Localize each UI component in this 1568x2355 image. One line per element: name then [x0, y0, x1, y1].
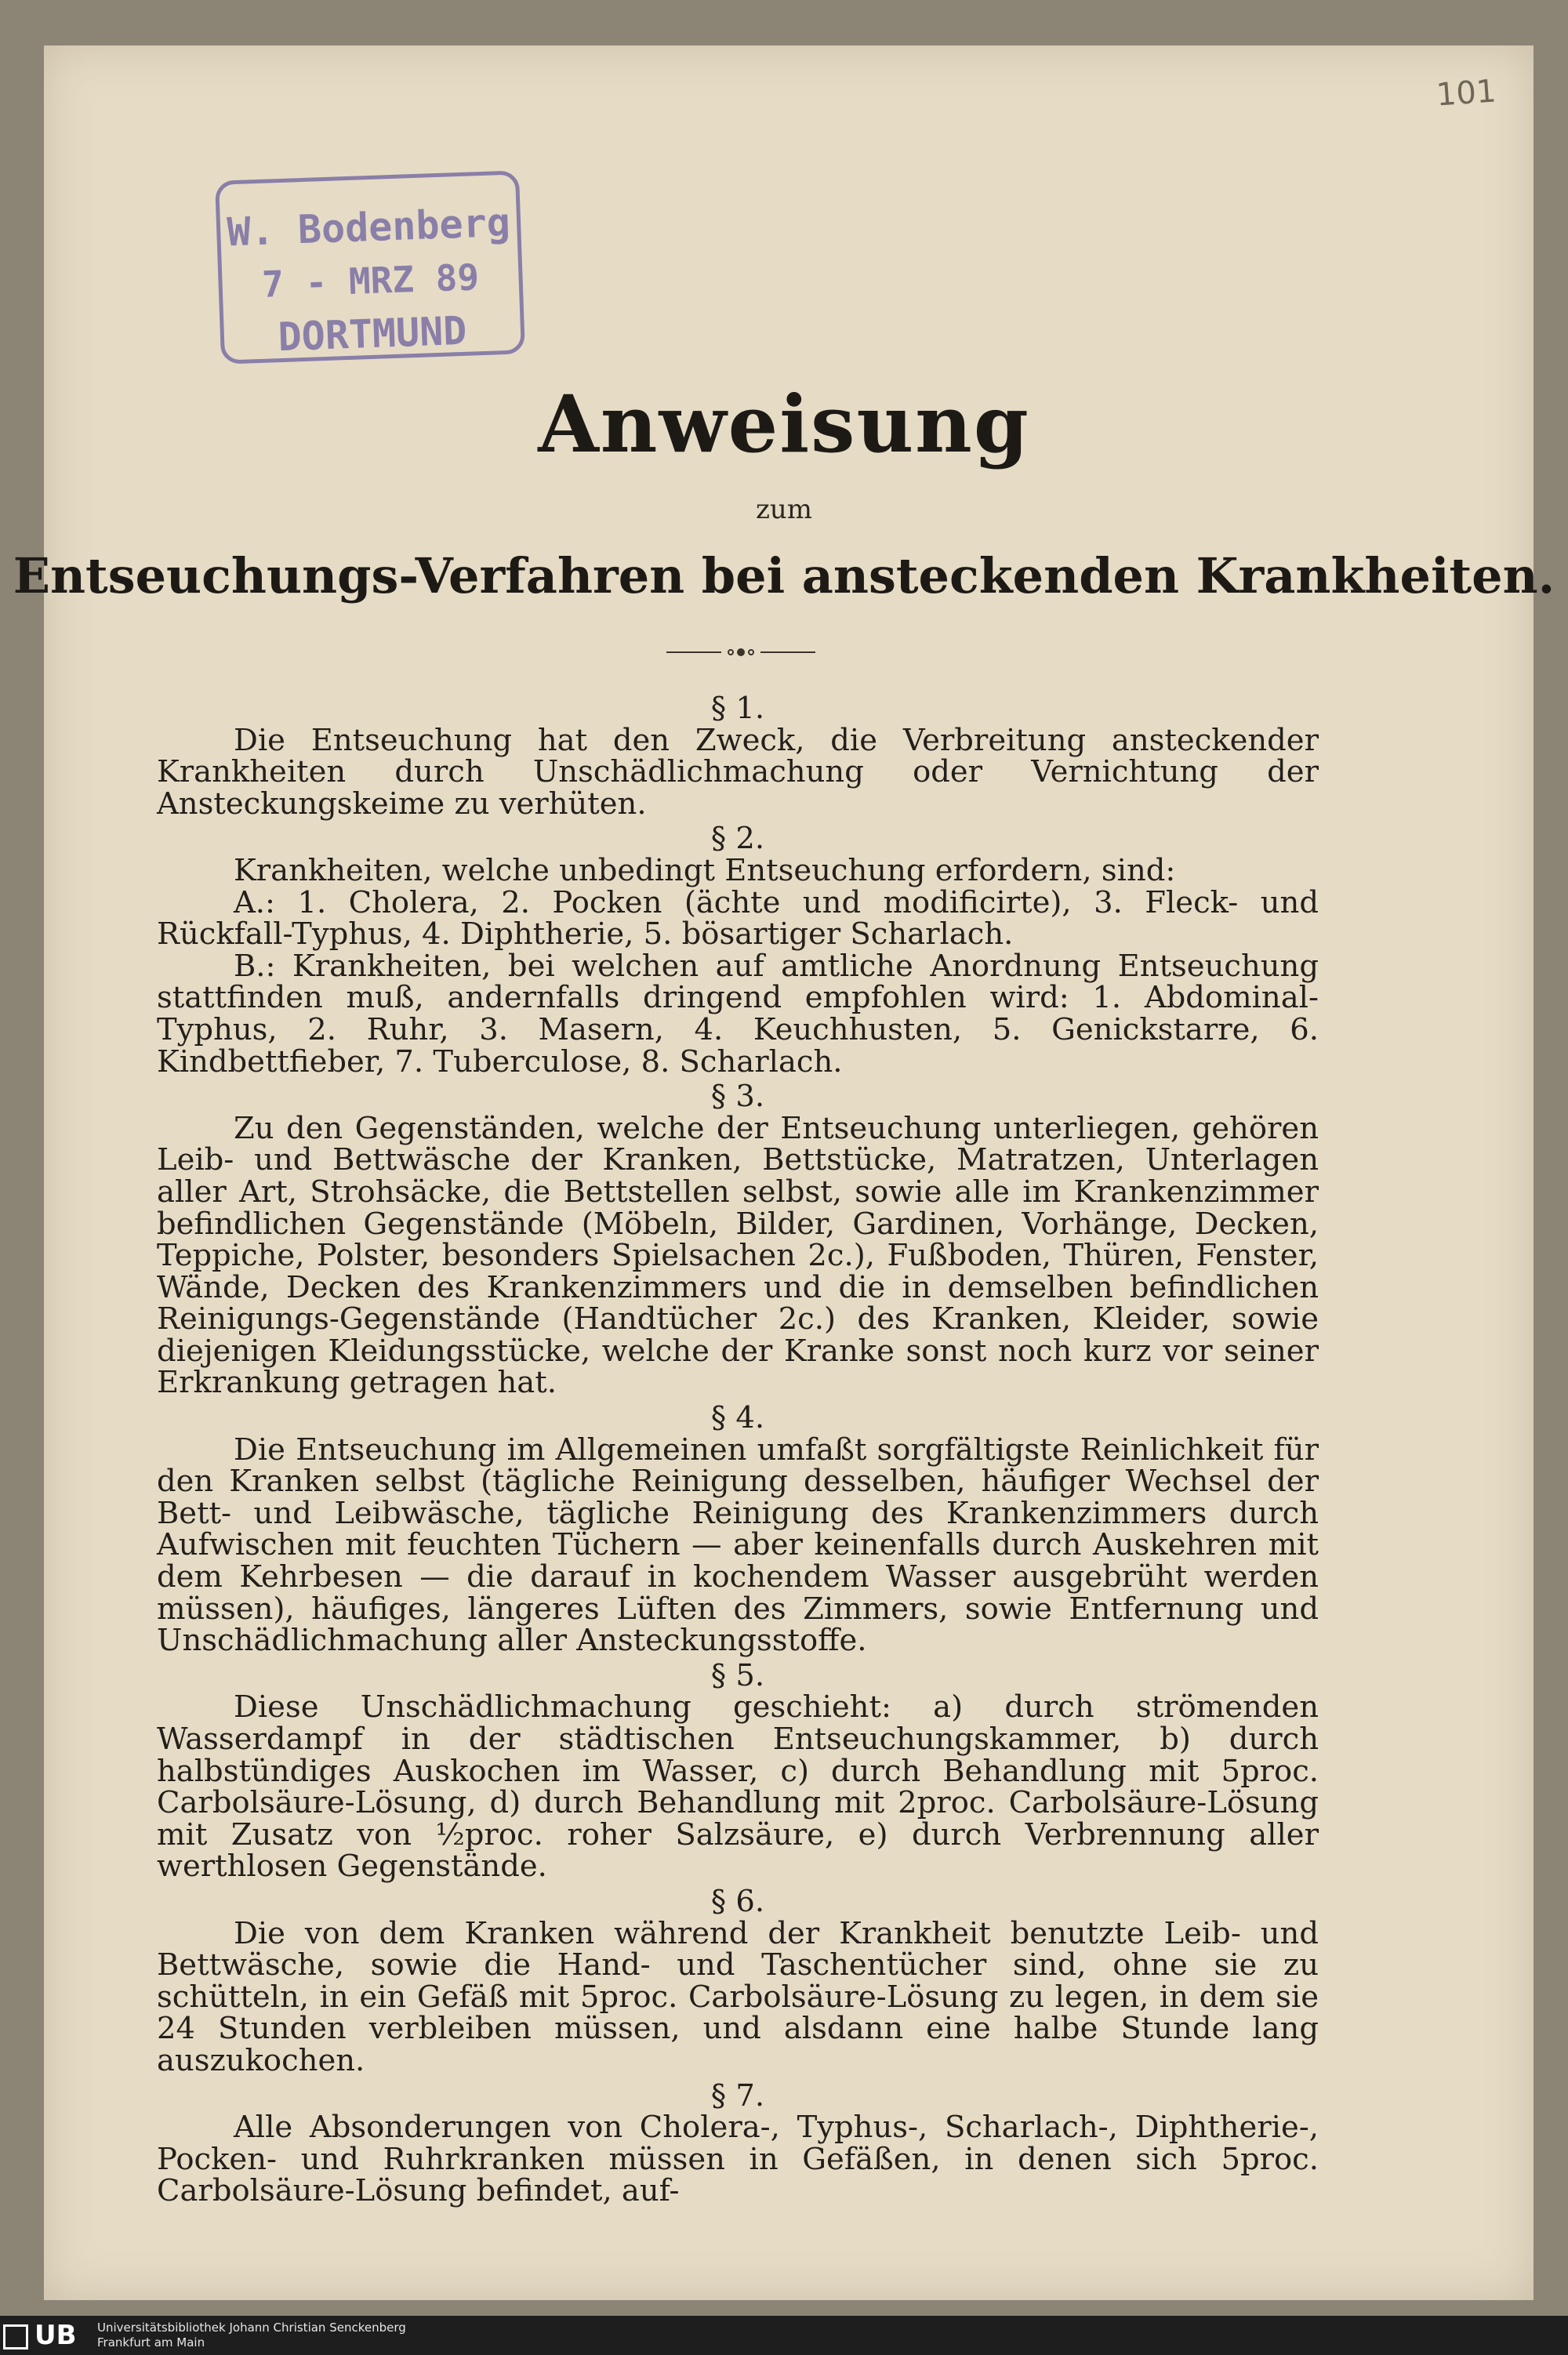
folio-number: 101: [1435, 73, 1497, 114]
paragraph: Die von dem Kranken während der Krankheit benutzte Leib- und Bettwäsche, sowie die Hand- und Taschentücher sind, ohne sie zu schütteln, in ein Gefäß mit 5proc. Carbolsäure-Lösung zu legen, in dem sie 24 Stunden verbleiben müssen, und alsdann eine halbe Stunde lang auszukochen.: [157, 1915, 1319, 2078]
section-heading: § 1.: [710, 691, 765, 726]
paragraph: Krankheiten, welche unbedingt Entseuchung erfordern, sind:: [234, 852, 1176, 888]
footer-credit: [97, 2321, 406, 2350]
section-heading: § 6.: [710, 1883, 765, 1919]
stamp-owner: W. Bodenberg: [226, 199, 511, 256]
document-subtitle: Entseuchungs-Verfahren bei ansteckenden Krankheiten.: [13, 547, 1555, 604]
paragraph: Die Entseuchung im Allgemeinen umfaßt sorgfältigste Reinlichkeit für den Kranken selbst (tägliche Reinigung desselben, häufiger Wechsel der Bett- und Leibwäsche, tägliche Reinigung des Krankenzimmers durch Aufwischen mit feuchten Tüchern — aber keinenfalls durch Auskehren mit dem Kehrbesen — die darauf in kochendem Wasser ausgebrüht werden müssen), häufiges, längeres Lüften des Zimmers, sowie Entfernung und Unschädlichmachung aller Ansteckungsstoffe.: [157, 1432, 1319, 1659]
logo-text: UB: [34, 2320, 77, 2351]
library-stamp: [215, 170, 525, 364]
section-heading: § 2.: [710, 821, 765, 857]
paragraph: Diese Unschädlichmachung geschieht: a) durch strömenden Wasserdampf in der städtischen Entseuchungskammer, b) durch halbstündiges Auskochen im Wasser, c) durch Behandlung mit 5proc. Carbolsäure-Lösung, d) durch Behandlung mit 2proc. Carbolsäure-Lösung mit Zusatz von ½proc. roher Salzsäure, e) durch Verbrennung aller werthlosen Gegenstände.: [157, 1689, 1319, 1885]
footer-bar: [0, 2316, 1568, 2355]
stamp-date: 7 - MRZ 89: [261, 256, 480, 306]
footer-line-1: Universitätsbibliothek Johann Christian Senckenberg: [97, 2321, 406, 2335]
paragraph: A.: 1. Cholera, 2. Pocken (ächte und modificirte), 3. Fleck- und Rückfall-Typhus, 4. Diphtherie, 5. bösartiger Scharlach.: [157, 884, 1319, 953]
document-title: Anweisung: [538, 378, 1030, 470]
logo-square-icon: [3, 2324, 28, 2350]
paragraph: Alle Absonderungen von Cholera-, Typhus-, Scharlach-, Diphtherie-, Pocken- und Ruhrkranken müssen in Gefäßen, in denen sich 5proc. Carbolsäure-Lösung befindet, auf-: [157, 2110, 1319, 2209]
paragraph: Die Entseuchung hat den Zweck, die Verbreitung ansteckender Krankheiten durch Unschädlichmachung oder Vernichtung der Ansteckungskeime zu verhüten.: [157, 722, 1319, 822]
section-heading: § 7.: [710, 2077, 765, 2114]
footer-line-2: Frankfurt am Main: [97, 2335, 205, 2350]
ornament-divider: [666, 643, 815, 662]
title-connector: zum: [755, 494, 813, 525]
library-logo: [3, 2321, 89, 2350]
paragraph: Zu den Gegenständen, welche der Entseuchung unterliegen, gehören Leib- und Bettwäsche der Kranken, Bettstücke, Matratzen, Unterlagen aller Art, Strohsäcke, die Bettstellen selbst, sowie alle im Krankenzimmer befindlichen Gegenstände (Möbeln, Bilder, Gardinen, Vorhänge, Decken, Teppiche, Polster, besonders Spielsachen 2c.), Fußboden, Thüren, Fenster, Wände, Decken des Krankenzimmers und die in demselben befindlichen Reinigungs-Gegenstände (Handtücher 2c.) des Kranken, Kleider, sowie diejenigen Kleidungsstücke, welche der Kranke sonst noch kurz vor seiner Erkrankung getragen hat.: [157, 1110, 1319, 1401]
stamp-city: DORTMUND: [277, 307, 468, 361]
section-heading: § 5.: [710, 1657, 765, 1693]
section-heading: § 3.: [710, 1079, 765, 1115]
section-heading: § 4.: [710, 1400, 765, 1436]
paragraph: B.: Krankheiten, bei welchen auf amtliche Anordnung Entseuchung stattfinden muß, andernfalls dringend empfohlen wird: 1. Abdominal-Typhus, 2. Ruhr, 3. Masern, 4. Keuchhusten, 5. Genickstarre, 6. Kindbettfieber, 7. Tuberculose, 8. Scharlach.: [157, 948, 1319, 1080]
document-body: [157, 693, 1319, 2208]
